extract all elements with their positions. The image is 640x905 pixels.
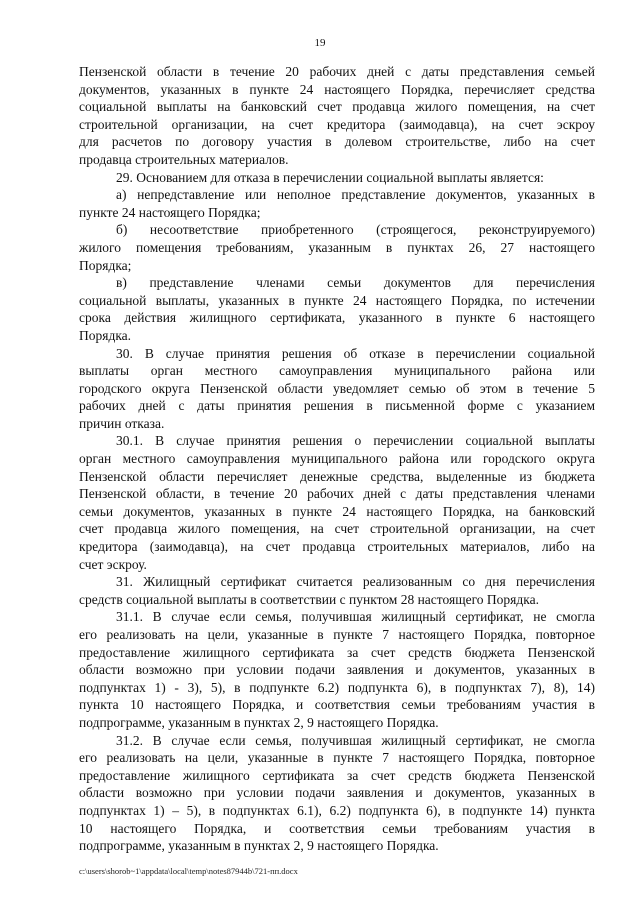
paragraph [79,169,595,187]
text-line: а) непредставление или неполное представление документов, указанных в [116,187,595,203]
text-line: для расчетов по договору участия в долевом строительстве, либо на счет [79,134,595,150]
text-line: пункте 24 настоящего Порядка; [79,204,261,220]
text-line: области возможно при условии подачи заявления и документов, указанных в [79,662,595,678]
paragraph [79,732,595,855]
text-line: его реализовать на цели, указанные в пункте 7 настоящего Порядка, повторное [79,750,595,766]
text-line: кредитора (заимодавца), на счет продавца строительных материалов, либо на [79,539,595,555]
document-body [79,63,595,855]
text-line: Пензенской области, в течение 20 рабочих дней с даты представления членами [79,486,595,502]
paragraph [79,432,595,573]
text-line: подпрограмме, указанным в пунктах 2, 9 настоящего Порядка. [79,714,439,730]
text-line: предоставление жилищного сертификата за счет средств бюджета Пензенской [79,767,595,783]
text-line: Пензенской области в течение 20 рабочих дней с даты представления семьей [79,64,595,79]
text-line: подпунктах 1) – 5), в подпунктах 6.1), 6.2) подпункта 6), в подпункте 14) пункта [79,802,595,818]
paragraph [79,573,595,608]
text-line: орган местного самоуправления муниципального района или городского округа [79,451,595,467]
text-line: 30.1. В случае принятия решения о перечислении социальной выплаты [116,433,595,449]
paragraph [79,274,595,344]
text-line: его реализовать на цели, указанные в пункте 7 настоящего Порядка, повторное [79,627,595,642]
text-line: жилого помещения требованиям, указанным в пунктах 26, 27 настоящего [79,239,595,255]
text-line: 31.2. В случае если семья, получившая жилищный сертификат, не смогла [116,732,595,748]
text-line: причин отказа. [79,415,165,431]
text-line: социальной выплаты, указанных в пункте 24 настоящего Порядка, по истечении [79,292,595,308]
text-line: документов, указанных в пункте 24 настоящего Порядка, перечисляет средства [79,81,595,97]
text-line: 31. Жилищный сертификат считается реализованным со дня перечисления [116,574,595,590]
paragraph [79,63,595,169]
text-line: подпунктах 1) - 3), 5), в подпункте 6.2) подпункта 6), в подпунктах 7), 8), 14) [79,679,595,695]
text-line: счет эскроу. [79,556,147,572]
text-line: продавца строительных материалов. [79,151,289,167]
text-line: 30. В случае принятия решения об отказе в перечислении социальной [116,345,595,361]
text-line: Пензенской области перечисляет денежные средства, выделенные из бюджета [79,468,595,484]
text-line: Порядка; [79,257,132,273]
page-number: 19 [314,37,326,49]
text-line: срока действия жилищного сертификата, указанного в пункте 6 настоящего [79,310,595,326]
text-line: 29. Основанием для отказа в перечислении социальной выплаты является: [116,169,544,185]
paragraph [79,608,595,731]
text-line: средств социальной выплаты в соответствии с пунктом 28 настоящего Порядка. [79,591,539,607]
text-line: Порядка. [79,327,132,343]
text-line: социальной выплаты на банковский счет продавца жилого помещения, на счет [79,99,595,115]
text-line: б) несоответствие приобретенного (строящегося, реконструируемого) [116,222,595,238]
text-line: в) представление членами семьи документов для перечисления [116,275,595,291]
paragraph [79,221,595,274]
paragraph [79,345,595,433]
text-line: рабочих дней с даты принятия решения в письменной форме с указанием [79,398,595,414]
text-line: 31.1. В случае если семья, получившая жилищный сертификат, не смогла [116,609,595,625]
text-line: выплаты орган местного самоуправления муниципального района или [79,363,595,379]
text-line: семьи документов, указанных в пункте 24 настоящего Порядка, на банковский [79,503,595,519]
text-line: предоставление жилищного сертификата за счет средств бюджета Пензенской [79,644,595,660]
text-line: пункта 10 настоящего Порядка, и соответствия семьи требованиям участия в [79,697,595,713]
paragraph [79,186,595,221]
file-path-footer: c:\users\shorob~1\appdata\local\temp\notes87944b\721-пп.docx [79,866,298,876]
text-line: 10 настоящего Порядка, и соответствия семьи требованиям участия в [79,820,595,836]
text-line: строительной организации, на счет кредитора (заимодавца), на счет эскроу [79,116,595,132]
text-line: городского округа Пензенской области уведомляет семью об этом в течение 5 [79,380,595,396]
text-line: счет продавца жилого помещения, на счет строительной организации, на счет [79,521,595,537]
text-line: подпрограмме, указанным в пунктах 2, 9 настоящего Порядка. [79,838,439,854]
text-line: области возможно при условии подачи заявления и документов, указанных в [79,785,595,801]
